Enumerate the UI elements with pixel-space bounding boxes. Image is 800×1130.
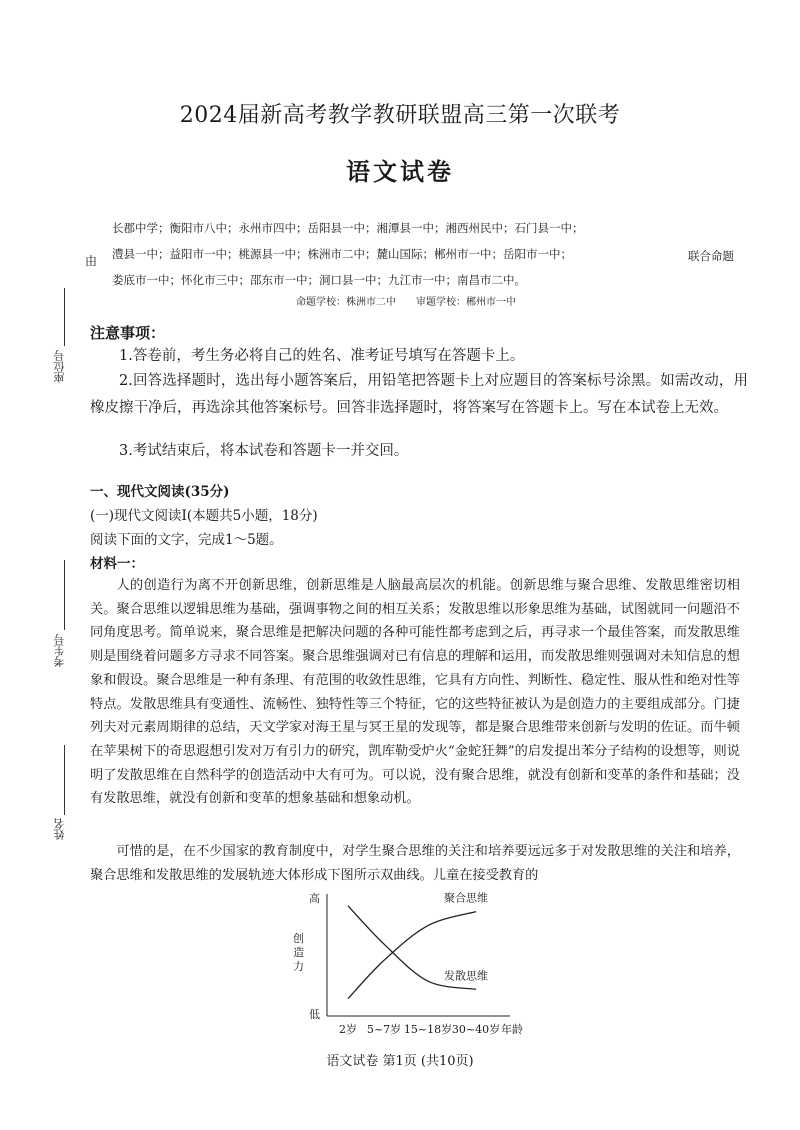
- exam-title: 2024届新高考教学教研联盟高三第一次联考: [179, 103, 621, 128]
- passage-paragraph-2: 可惜的是，在不少国家的教育制度中，对学生聚合思维的关注和培养要远远多于对发散思维的关注和培养，聚合思维和发散思维的发展轨迹大体形成下图所示双曲线。儿童在接受教育的: [90, 844, 740, 883]
- credits-line: 命题学校：株洲市二中 审题学校：郴州市一中: [296, 297, 516, 308]
- section-instruction: 阅读下面的文字，完成1～5题。: [90, 532, 283, 548]
- exam-subtitle: 语文试卷: [346, 157, 454, 186]
- x-tick-label: 30~40岁: [451, 1023, 501, 1036]
- notice-heading: 注意事项：: [90, 324, 166, 342]
- x-tick-label: 2岁: [339, 1023, 357, 1036]
- seat-number-label: 座位号: [53, 350, 66, 383]
- passage-paragraph-1: 人的创造行为离不开创新思维，创新思维是人脑最高层次的机能。创新思维与聚合思维、发散思维密切相关。聚合思维以逻辑思维为基础，强调事物之间的相互关系；发散思维以形象思维为基础，试图就同一问题沿不同角度思考。简单说来，聚合思维是把解决问题的各种可能性都考虑到之后，再寻求一个最佳答案，而发散思维则是围绕着问题多方寻求不同答案。聚合思维强调对已有信息的理解和运用，而发散思维则强调对未知信息的想象和假设。聚合思维是一种有条理、有范围的收敛性思维，它具有方向性、判断性、稳定性、服从性和绝对性等特点。发散思维具有变通性、流畅性、独特性等三个特征，它的这些特征被认为是创造力的主要组成部分。门捷列夫对元素周期律的总结，天文学家对海王星与冥王星的发现等，都是聚合思维带来创新与发明的佐证。而牛顿在苹果树下的奇思遐想引发对万有引力的研究，凯库勒受炉火“金蛇狂舞”的启发提出苯分子结构的设想等，则说明了发散思维在自然科学的创造活动中大有可为。可以说，没有聚合思维，就没有创新和变革的条件和基础；没有发散思维，就没有创新和变革的想象基础和想象动机。: [90, 578, 740, 807]
- series-line-convergent: [348, 912, 476, 999]
- schools-suffix: 联合命题: [688, 249, 734, 263]
- thinking-curve-chart: [280, 888, 540, 1044]
- schools-prefix: 由: [85, 254, 98, 268]
- page-footer: 语文试卷 第1页 (共10页): [326, 1054, 474, 1069]
- schools-line-3: 娄底市一中；怀化市三中；邵东市一中；洞口县一中；九江市一中；南昌市二中。: [112, 273, 526, 287]
- notice-item-3: 3.考试结束后，将本试卷和答题卡一并交回。: [119, 443, 409, 459]
- section-subtitle: (一)现代文阅读Ⅰ(本题共5小题，18分): [90, 508, 318, 524]
- y-axis-high-label: 高: [309, 892, 320, 905]
- schools-line-2: 澧县一中；益阳市一中；桃源县一中；株洲市二中；麓山国际；郴州市一中；岳阳市一中；: [112, 247, 572, 261]
- exam-id-line: [64, 560, 65, 630]
- y-axis-title-char: 力: [293, 960, 304, 973]
- series-label: 发散思维: [444, 969, 488, 983]
- x-axis-title: 年龄: [501, 1023, 523, 1036]
- x-tick-label: 5~7岁: [366, 1023, 402, 1036]
- series-label: 聚合思维: [444, 891, 488, 905]
- y-axis-title-char: 创: [293, 932, 304, 945]
- y-axis-low-label: 低: [309, 1008, 320, 1021]
- section-title: 一、现代文阅读(35分): [90, 484, 230, 500]
- notice-item-2: 2.回答选择题时，选出每小题答案后，用铅笔把答题卡上对应题目的答案标号涂黑。如需改动，用橡皮擦干净后，再选涂其他答案标号。回答非选择题时，将答案写在答题卡上。写在本试卷上无效。: [90, 373, 748, 416]
- y-axis-title-char: 造: [293, 946, 304, 959]
- name-label: 姓名: [53, 818, 66, 840]
- x-tick-label: 15~18岁: [403, 1023, 453, 1036]
- name-line: [64, 745, 65, 815]
- seat-number-line: [64, 288, 65, 346]
- exam-id-label: 考生号: [53, 634, 66, 667]
- material-label: 材料一：: [90, 556, 144, 572]
- schools-line-1: 长郡中学；衡阳市八中；永州市四中；岳阳县一中；湘潭县一中；湘西州民中；石门县一中；: [112, 221, 584, 235]
- notice-item-1: 1.答卷前，考生务必将自己的姓名、准考证号填写在答题卡上。: [119, 348, 525, 364]
